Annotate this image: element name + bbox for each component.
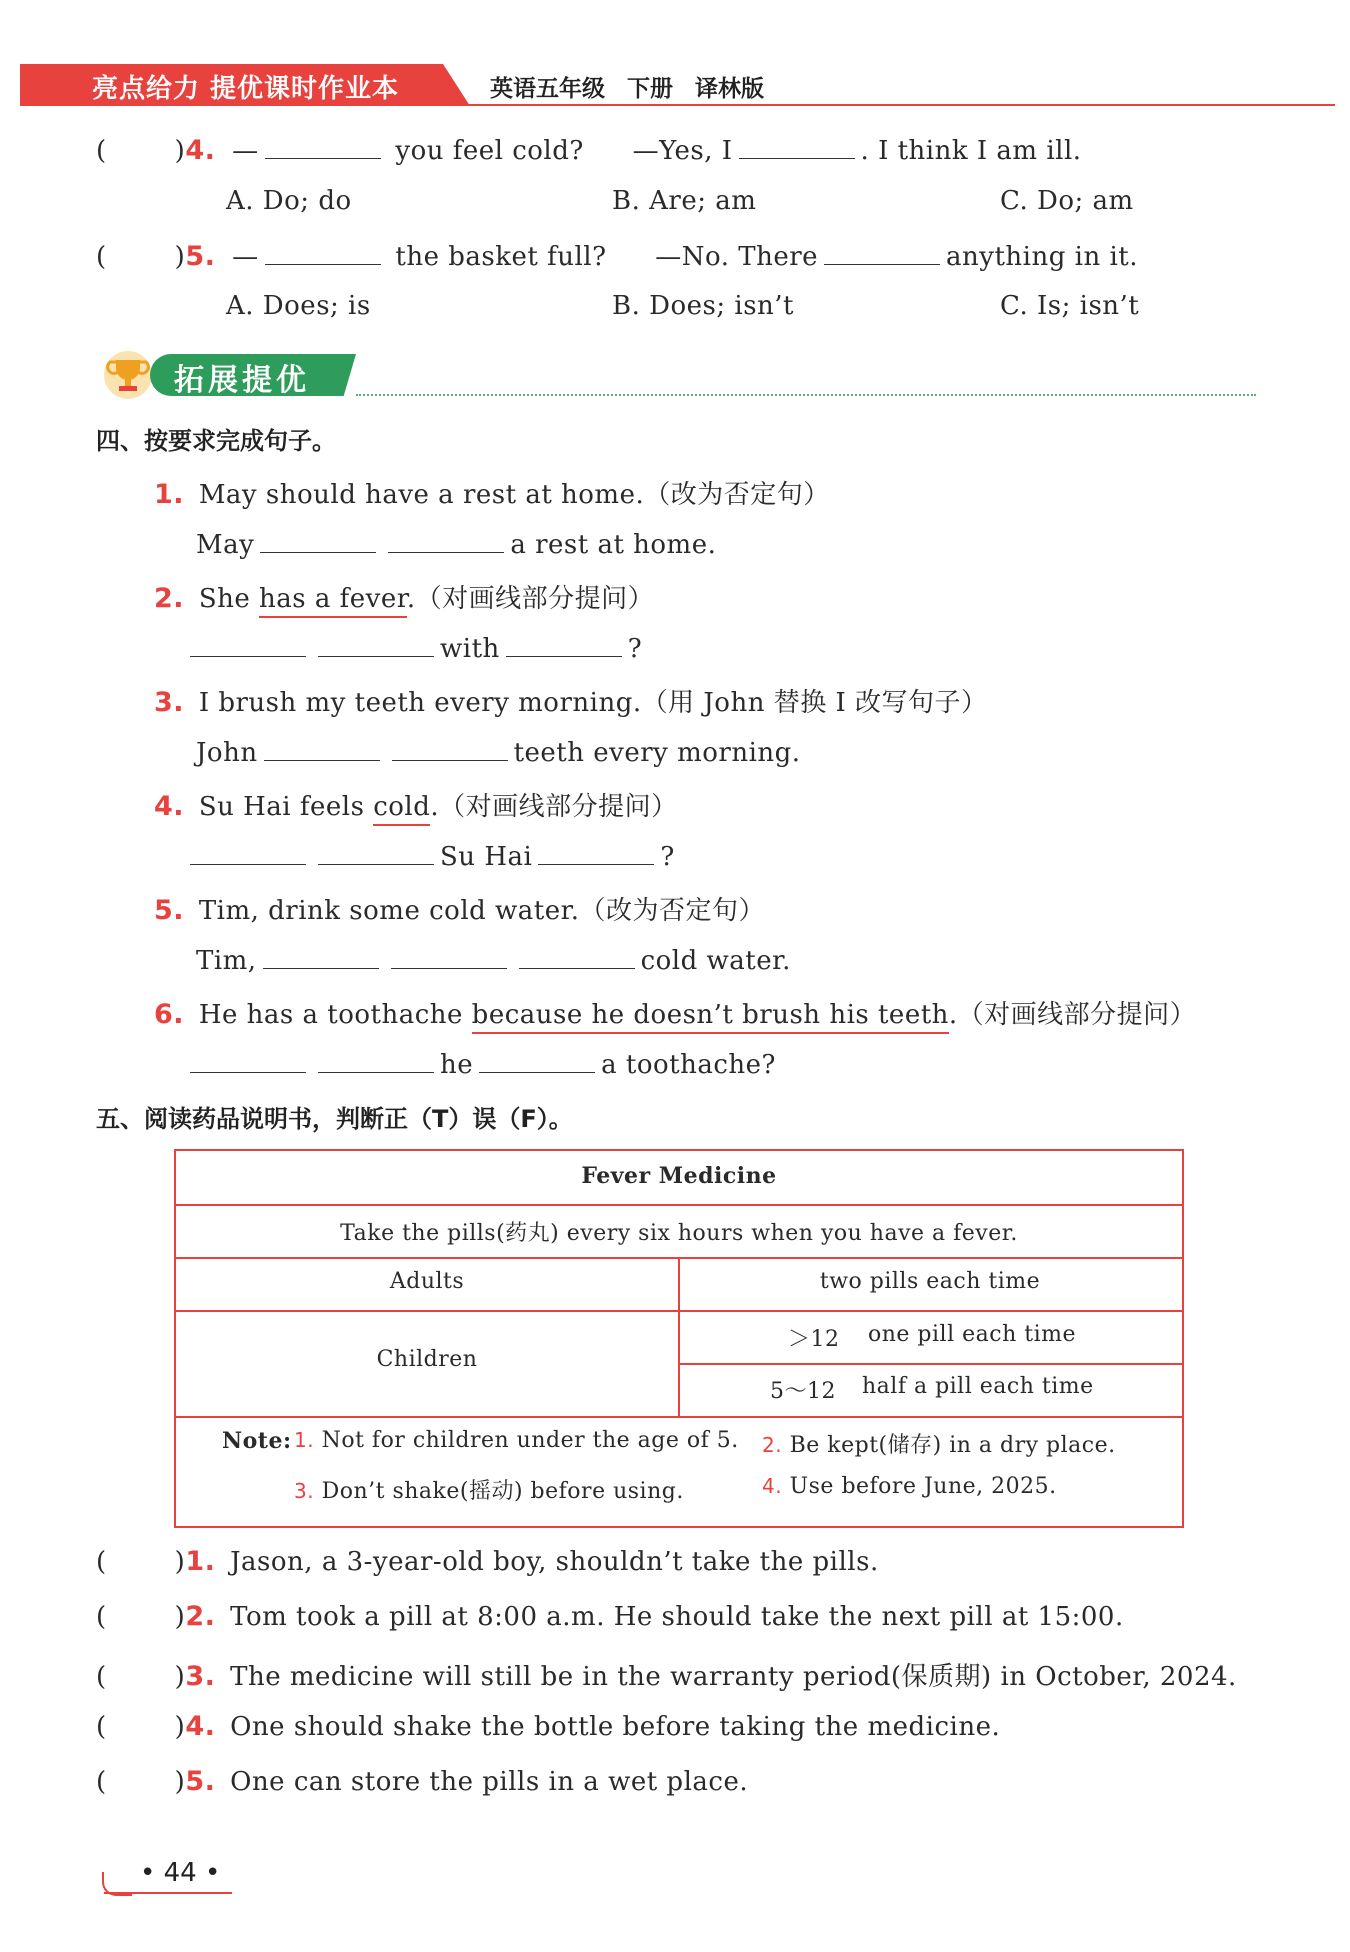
- rewrite-answer-3: John teeth every morning.: [196, 734, 801, 768]
- option-b: B. Are; am: [612, 186, 757, 216]
- answer-blank[interactable]: [318, 630, 434, 657]
- rewrite-answer-6: he a toothache?: [190, 1046, 776, 1080]
- answer-blank[interactable]: [391, 942, 507, 969]
- medicine-table: [174, 1149, 1184, 1528]
- adults-label: Adults: [389, 1269, 465, 1294]
- rewrite-question-2: 2. She has a fever.（对画线部分提问）: [154, 578, 654, 615]
- option-b: B. Does; isn’t: [612, 291, 795, 321]
- answer-blank[interactable]: [318, 838, 434, 865]
- page-number-rule: [104, 1892, 232, 1894]
- rewrite-question-4: 4. Su Hai feels cold.（对画线部分提问）: [154, 786, 678, 823]
- choice-item-4: ( )4. — you feel cold? —Yes, I . I think I am ill.: [96, 132, 1082, 166]
- note-4: 4. Use before June, 2025.: [762, 1474, 1057, 1499]
- answer-blank[interactable]: [479, 1046, 595, 1073]
- choice-item-5: ( )5. — the basket full? —No. There anything in it.: [96, 238, 1138, 272]
- answer-blank[interactable]: [265, 132, 381, 159]
- banner-divider: [356, 394, 1256, 396]
- child-dose-5-12: half a pill each time: [862, 1374, 1094, 1399]
- answer-blank[interactable]: [260, 526, 376, 553]
- trophy-icon: [100, 350, 156, 400]
- rewrite-answer-1: May a rest at home.: [196, 526, 716, 560]
- header-subtitle: 英语五年级 下册 译林版: [490, 76, 765, 102]
- rewrite-question-5: 5. Tim, drink some cold water.（改为否定句）: [154, 895, 765, 926]
- option-a: A. Do; do: [226, 186, 352, 216]
- note-label: Note:: [222, 1428, 292, 1454]
- answer-blank[interactable]: [263, 942, 379, 969]
- answer-blank[interactable]: [538, 838, 654, 865]
- adults-dose: two pills each time: [819, 1269, 1041, 1294]
- answer-blank[interactable]: [318, 1046, 434, 1073]
- banner-title: 拓展提优: [174, 363, 310, 398]
- note-3: 3. Don’t shake(摇动) before using.: [294, 1479, 684, 1504]
- child-age-over-12: ＞12: [788, 1327, 840, 1352]
- answer-blank[interactable]: [265, 238, 381, 265]
- rewrite-answer-2: with ?: [190, 630, 642, 664]
- note-1: 1. Not for children under the age of 5.: [294, 1428, 739, 1453]
- rewrite-question-1: 1. May should have a rest at home.（改为否定句）: [154, 479, 830, 510]
- answer-blank[interactable]: [739, 132, 855, 159]
- tf-item-2: ( )2. Tom took a pill at 8:00 a.m. He should take the next pill at 15:00.: [96, 1601, 1124, 1632]
- children-label: Children: [376, 1347, 478, 1372]
- answer-blank[interactable]: [519, 942, 635, 969]
- tf-item-3: ( )3. The medicine will still be in the warranty period(保质期) in October, 2024.: [96, 1661, 1237, 1692]
- medicine-instruction: Take the pills(药丸) every six hours when you have a fever.: [340, 1221, 1018, 1246]
- rewrite-question-6: 6. He has a toothache because he doesn’t brush his teeth.（对画线部分提问）: [154, 994, 1196, 1031]
- option-c: C. Do; am: [1000, 186, 1134, 216]
- tf-item-1: ( )1. Jason, a 3-year-old boy, shouldn’t take the pills.: [96, 1546, 879, 1577]
- section-4-title: 四、按要求完成句子。: [96, 427, 336, 455]
- tf-item-5: ( )5. One can store the pills in a wet place.: [96, 1766, 749, 1797]
- rewrite-answer-4: Su Hai ?: [190, 838, 675, 872]
- answer-blank[interactable]: [264, 734, 380, 761]
- rewrite-question-3: 3. I brush my teeth every morning.（用 John 替换 I 改写句子）: [154, 687, 988, 718]
- child-dose-over-12: one pill each time: [868, 1322, 1076, 1347]
- answer-blank[interactable]: [824, 238, 940, 265]
- answer-blank[interactable]: [190, 630, 306, 657]
- page-number: • 44 •: [140, 1858, 221, 1888]
- answer-blank[interactable]: [506, 630, 622, 657]
- option-a: A. Does; is: [226, 291, 371, 321]
- answer-blank[interactable]: [392, 734, 508, 761]
- answer-blank[interactable]: [190, 838, 306, 865]
- rewrite-answer-5: Tim, cold water.: [196, 942, 791, 976]
- child-age-5-12: 5～12: [770, 1379, 836, 1404]
- answer-blank[interactable]: [388, 526, 504, 553]
- section-5-title: 五、阅读药品说明书，判断正（T）误（F）。: [96, 1105, 573, 1133]
- tf-item-4: ( )4. One should shake the bottle before taking the medicine.: [96, 1711, 1001, 1742]
- option-c: C. Is; isn’t: [1000, 291, 1140, 321]
- header-brand: 亮点给力 提优课时作业本: [92, 74, 400, 104]
- note-2: 2. Be kept(储存) in a dry place.: [762, 1433, 1116, 1458]
- answer-blank[interactable]: [190, 1046, 306, 1073]
- medicine-title: Fever Medicine: [581, 1163, 777, 1189]
